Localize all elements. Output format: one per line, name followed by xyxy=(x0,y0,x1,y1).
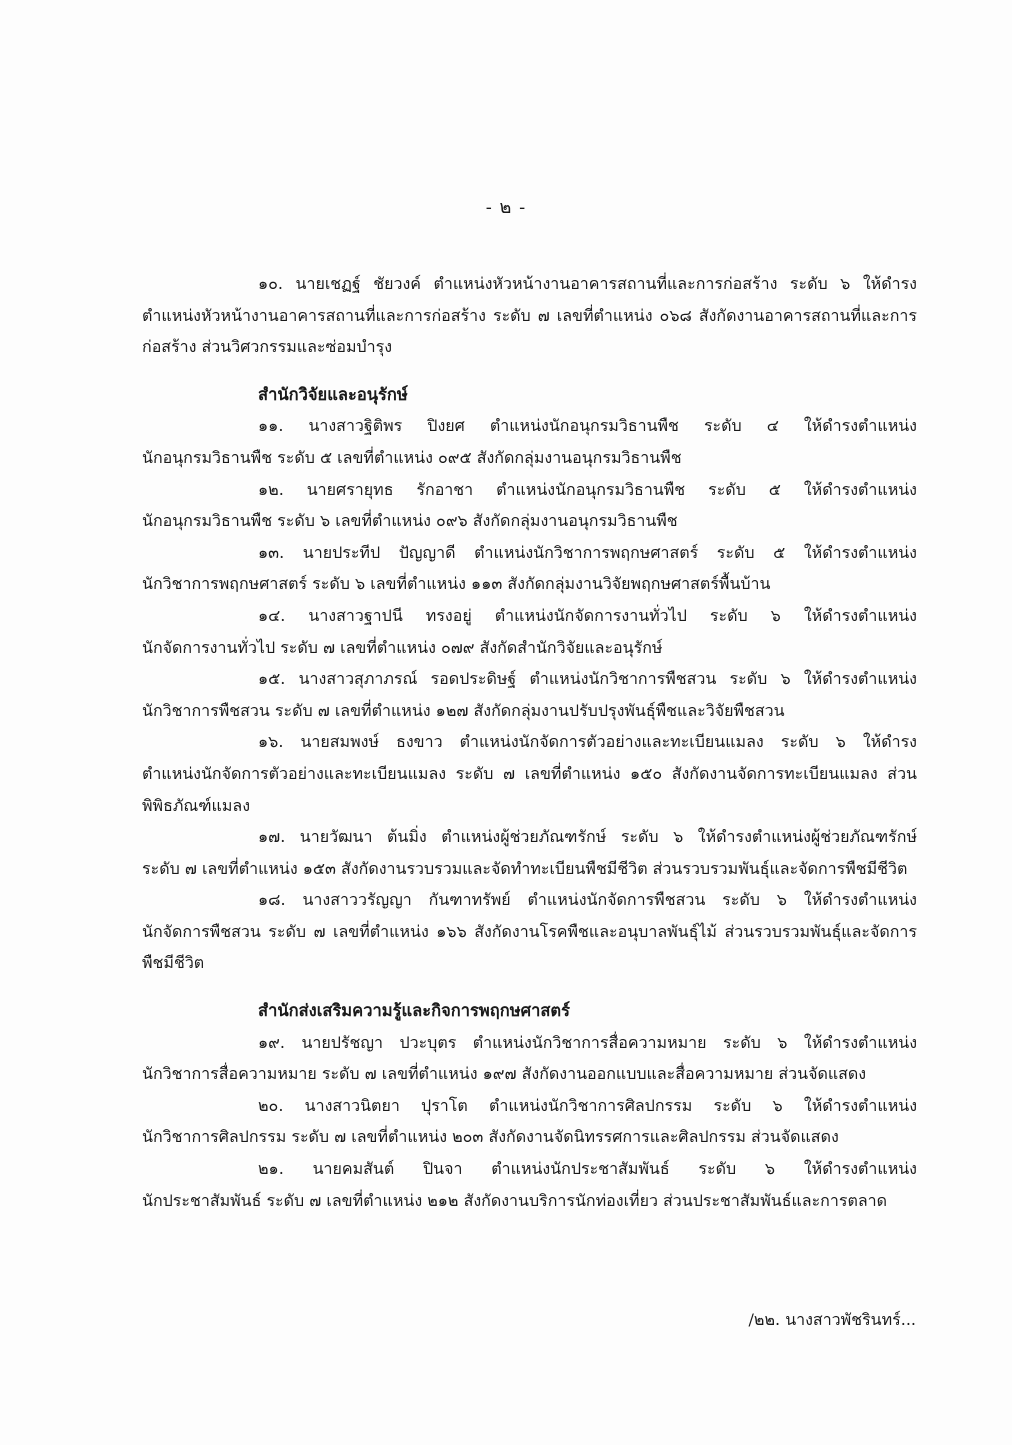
section-knowledge-promotion xyxy=(142,995,917,1216)
entry-20: ๒๐. นางสาวนิตยา ปุราโต ตำแหน่งนักวิชาการศิลปกรรม ระดับ ๖ ให้ดำรงตำแหน่ง นักวิชาการศิลปกรรม ระดับ ๗ เลขที่ตำแหน่ง ๒๐๓ สังกัดงานจัดนิทรรศการและศิลปกรรม ส่วนจัดแสดง xyxy=(142,1095,917,1147)
entry-17: ๑๗. นายวัฒนา ต้นมิ่ง ตำแหน่งผู้ช่วยภัณฑรักษ์ ระดับ ๖ ให้ดำรงตำแหน่งผู้ช่วยภัณฑรักษ์ ระดับ ๗ เลขที่ตำแหน่ง ๑๕๓ สังกัดงานรวบรวมและจัดทำทะเบียนพืชมีชีวิต ส่วนรวบรวมพันธุ์และจัดการพืชมีชีวิต xyxy=(142,827,917,878)
section-heading: สำนักส่งเสริมความรู้และกิจการพฤกษศาสตร์ xyxy=(258,1001,570,1021)
entry-14: ๑๔. นางสาวฐาปนี ทรงอยู่ ตำแหน่งนักจัดการงานทั่วไป ระดับ ๖ ให้ดำรงตำแหน่ง นักจัดการงานทั่วไป ระดับ ๗ เลขที่ตำแหน่ง ๐๗๙ สังกัดสำนักวิจัยและอนุรักษ์ xyxy=(142,605,917,657)
section-general xyxy=(142,268,917,363)
entry-13: ๑๓. นายประทีป ปัญญาดี ตำแหน่งนักวิชาการพฤกษศาสตร์ ระดับ ๕ ให้ดำรงตำแหน่ง นักวิชาการพฤกษศาสตร์ ระดับ ๖ เลขที่ตำแหน่ง ๑๑๓ สังกัดกลุ่มงานวิจัยพฤกษศาสตร์พื้นบ้าน xyxy=(142,542,917,594)
entry-21: ๒๑. นายคมสันต์ ปินจา ตำแหน่งนักประชาสัมพันธ์ ระดับ ๖ ให้ดำรงตำแหน่ง นักประชาสัมพันธ์ ระดับ ๗ เลขที่ตำแหน่ง ๒๑๒ สังกัดงานบริการนักท่องเที่ยว ส่วนประชาสัมพันธ์และการตลาด xyxy=(142,1159,917,1210)
section-research-conservation xyxy=(142,379,917,979)
entry-10: ๑๐. นายเชฏฐ์ ชัยวงค์ ตำแหน่งหัวหน้างานอาคารสถานที่และการก่อสร้าง ระดับ ๖ ให้ดำรง ตำแหน่งหัวหน้างานอาคารสถานที่และการก่อสร้าง ระดับ ๗ เลขที่ตำแหน่ง ๐๖๘ สังกัดงานอาคารสถานที่และการก่อสร้าง ส่วนวิศวกรรมและซ่อมบำรุง xyxy=(142,274,917,357)
entry-16: ๑๖. นายสมพงษ์ ธงขาว ตำแหน่งนักจัดการตัวอย่างและทะเบียนแมลง ระดับ ๖ ให้ดำรง ตำแหน่งนักจัดการตัวอย่างและทะเบียนแมลง ระดับ ๗ เลขที่ตำแหน่ง ๑๕๐ สังกัดงานจัดการทะเบียนแมลง ส่วนพิพิธภัณฑ์แมลง xyxy=(142,732,917,815)
entry-19: ๑๙. นายปรัชญา ปวะบุตร ตำแหน่งนักวิชาการสื่อความหมาย ระดับ ๖ ให้ดำรงตำแหน่ง นักวิชาการสื่อความหมาย ระดับ ๗ เลขที่ตำแหน่ง ๑๙๗ สังกัดงานออกแบบและสื่อความหมาย ส่วนจัดแสดง xyxy=(142,1032,917,1084)
continuation-reference: /๒๒. นางสาวพัชรินทร์... xyxy=(748,1310,916,1329)
page-number: - ๒ - xyxy=(485,197,527,218)
entry-15: ๑๕. นางสาวสุภาภรณ์ รอดประดิษฐ์ ตำแหน่งนักวิชาการพืชสวน ระดับ ๖ ให้ดำรงตำแหน่ง นักวิชาการพืชสวน ระดับ ๗ เลขที่ตำแหน่ง ๑๒๗ สังกัดกลุ่มงานปรับปรุงพันธุ์พืชและวิจัยพืชสวน xyxy=(142,669,917,720)
document-body xyxy=(142,268,917,1216)
entry-11: ๑๑. นางสาวฐิติพร ปิงยศ ตำแหน่งนักอนุกรมวิธานพืช ระดับ ๔ ให้ดำรงตำแหน่ง นักอนุกรมวิธานพืช ระดับ ๕ เลขที่ตำแหน่ง ๐๙๕ สังกัดกลุ่มงานอนุกรมวิธานพืช xyxy=(142,416,917,467)
entry-12: ๑๒. นายศรายุทธ รักอาชา ตำแหน่งนักอนุกรมวิธานพืช ระดับ ๕ ให้ดำรงตำแหน่ง นักอนุกรมวิธานพืช ระดับ ๖ เลขที่ตำแหน่ง ๐๙๖ สังกัดกลุ่มงานอนุกรมวิธานพืช xyxy=(142,479,917,531)
entry-18: ๑๘. นางสาววรัญญา กันฑาทรัพย์ ตำแหน่งนักจัดการพืชสวน ระดับ ๖ ให้ดำรงตำแหน่ง นักจัดการพืชสวน ระดับ ๗ เลขที่ตำแหน่ง ๑๖๖ สังกัดงานโรคพืชและอนุบาลพันธุ์ไม้ ส่วนรวบรวมพันธุ์และจัดการพืชมีชีวิต xyxy=(142,890,917,973)
section-heading: สำนักวิจัยและอนุรักษ์ xyxy=(258,384,408,404)
